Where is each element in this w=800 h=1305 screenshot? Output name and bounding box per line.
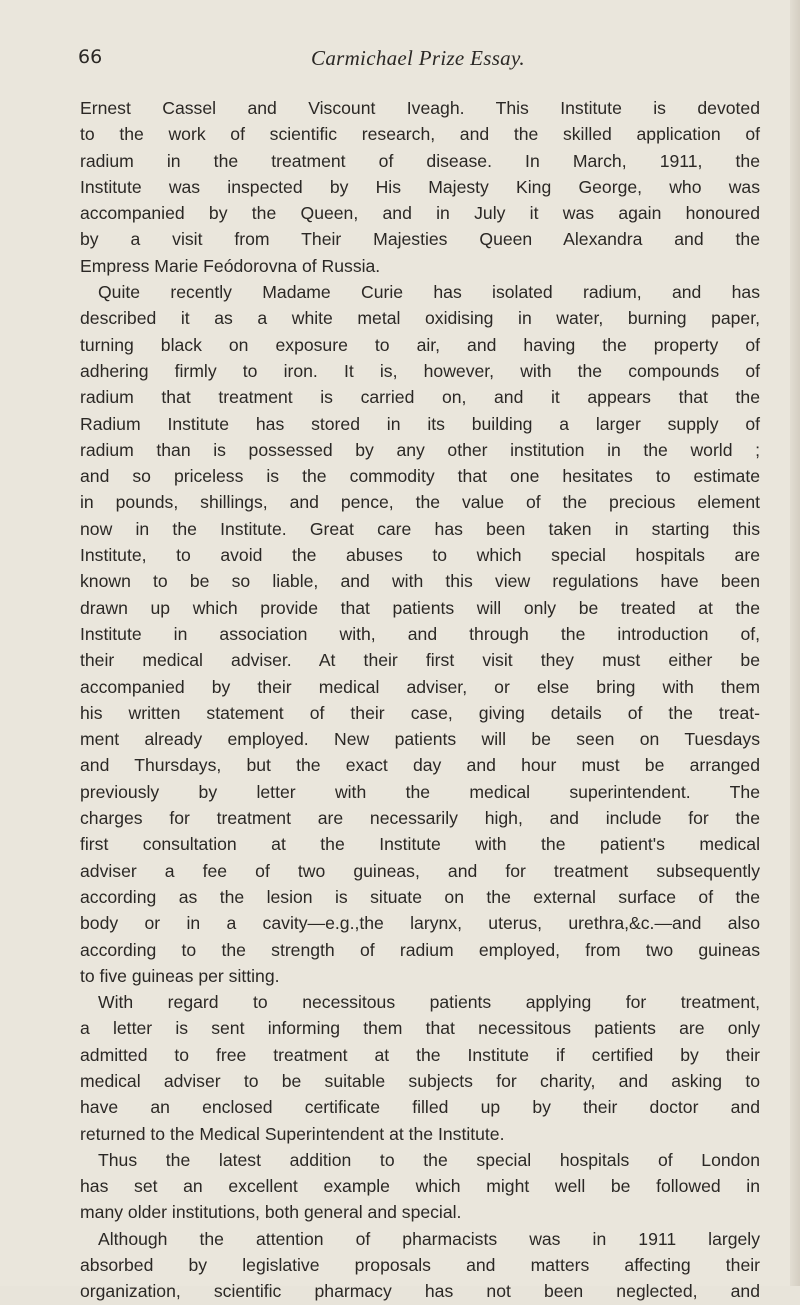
text-line: accompanied by the Queen, and in July it was again honoured <box>80 203 760 224</box>
running-title: Carmichael Prize Essay. <box>311 46 525 70</box>
text-line: many older institutions, both general and special. <box>80 1202 462 1223</box>
text-line: With regard to necessitous patients applying for treatment, <box>98 992 760 1013</box>
text-line: has set an excellent example which might well be followed in <box>80 1176 760 1197</box>
text-line: to the work of scientific research, and the skilled application of <box>80 124 760 145</box>
text-line: their medical adviser. At their first visit they must either be <box>80 650 760 671</box>
essay-body-text <box>80 95 760 1305</box>
page-number: 66 <box>78 46 103 68</box>
text-line: and Thursdays, but the exact day and hour must be arranged <box>80 755 760 776</box>
text-line: radium in the treatment of disease. In March, 1911, the <box>80 150 760 171</box>
text-line: Institute in association with, and through the introduction of, <box>80 623 760 644</box>
text-line: known to be so liable, and with this view regulations have been <box>80 571 760 592</box>
text-line: by a visit from Their Majesties Queen Alexandra and the <box>80 229 760 250</box>
text-line: radium than is possessed by any other institution in the world ; <box>80 439 760 460</box>
text-line: body or in a cavity—e.g.,the larynx, uterus, urethra,&c.—and also <box>80 913 760 934</box>
text-line: previously by letter with the medical superintendent. The <box>80 781 760 802</box>
text-line: Institute, to avoid the abuses to which special hospitals are <box>80 545 760 566</box>
text-line: now in the Institute. Great care has been taken in starting this <box>80 518 760 539</box>
text-line: according to the strength of radium employed, from two guineas <box>80 939 760 960</box>
text-line: and so priceless is the commodity that one hesitates to estimate <box>80 466 760 487</box>
text-line: Empress Marie Feódorovna of Russia. <box>80 255 381 276</box>
text-line: first consultation at the Institute with the patient's medical <box>80 834 760 855</box>
text-line: adviser a fee of two guineas, and for treatment subsequently <box>80 860 760 881</box>
text-line: charges for treatment are necessarily high, and include for the <box>80 808 760 829</box>
text-line: Thus the latest addition to the special hospitals of London <box>98 1149 760 1170</box>
text-line: drawn up which provide that patients will only be treated at the <box>80 597 760 618</box>
text-line: in pounds, shillings, and pence, the value of the precious element <box>80 492 760 513</box>
text-line: radium that treatment is carried on, and it appears that the <box>80 387 760 408</box>
text-line: returned to the Medical Superintendent at the Institute. <box>80 1123 505 1144</box>
text-line: medical adviser to be suitable subjects for charity, and asking to <box>80 1070 760 1091</box>
text-line: ment already employed. New patients will be seen on Tuesdays <box>80 729 760 750</box>
text-line: Radium Institute has stored in its building a larger supply of <box>80 413 760 434</box>
text-line: turning black on exposure to air, and having the property of <box>80 334 760 355</box>
page-edge <box>790 0 800 1286</box>
text-line: adhering firmly to iron. It is, however, with the compounds of <box>80 360 760 381</box>
text-line: Ernest Cassel and Viscount Iveagh. This Institute is devoted <box>80 98 760 118</box>
text-line: a letter is sent informing them that necessitous patients are only <box>80 1018 760 1039</box>
text-line: absorbed by legislative proposals and matters affecting their <box>80 1255 760 1276</box>
text-line: accompanied by their medical adviser, or else bring with them <box>80 676 760 697</box>
text-line: Institute was inspected by His Majesty King George, who was <box>80 176 760 197</box>
text-line: have an enclosed certificate filled up by their doctor and <box>80 1097 760 1118</box>
text-line: organization, scientific pharmacy has not been neglected, and <box>80 1281 760 1302</box>
text-line: Quite recently Madame Curie has isolated radium, and has <box>98 282 760 303</box>
text-line: described it as a white metal oxidising in water, burning paper, <box>80 308 760 329</box>
page-header <box>78 46 758 76</box>
text-line: to five guineas per sitting. <box>80 965 280 986</box>
text-line: Although the attention of pharmacists was in 1911 largely <box>98 1228 760 1249</box>
text-line: admitted to free treatment at the Institute if certified by their <box>80 1044 760 1065</box>
text-line: his written statement of their case, giving details of the treat- <box>80 702 760 723</box>
text-line: according as the lesion is situate on the external surface of the <box>80 886 760 907</box>
